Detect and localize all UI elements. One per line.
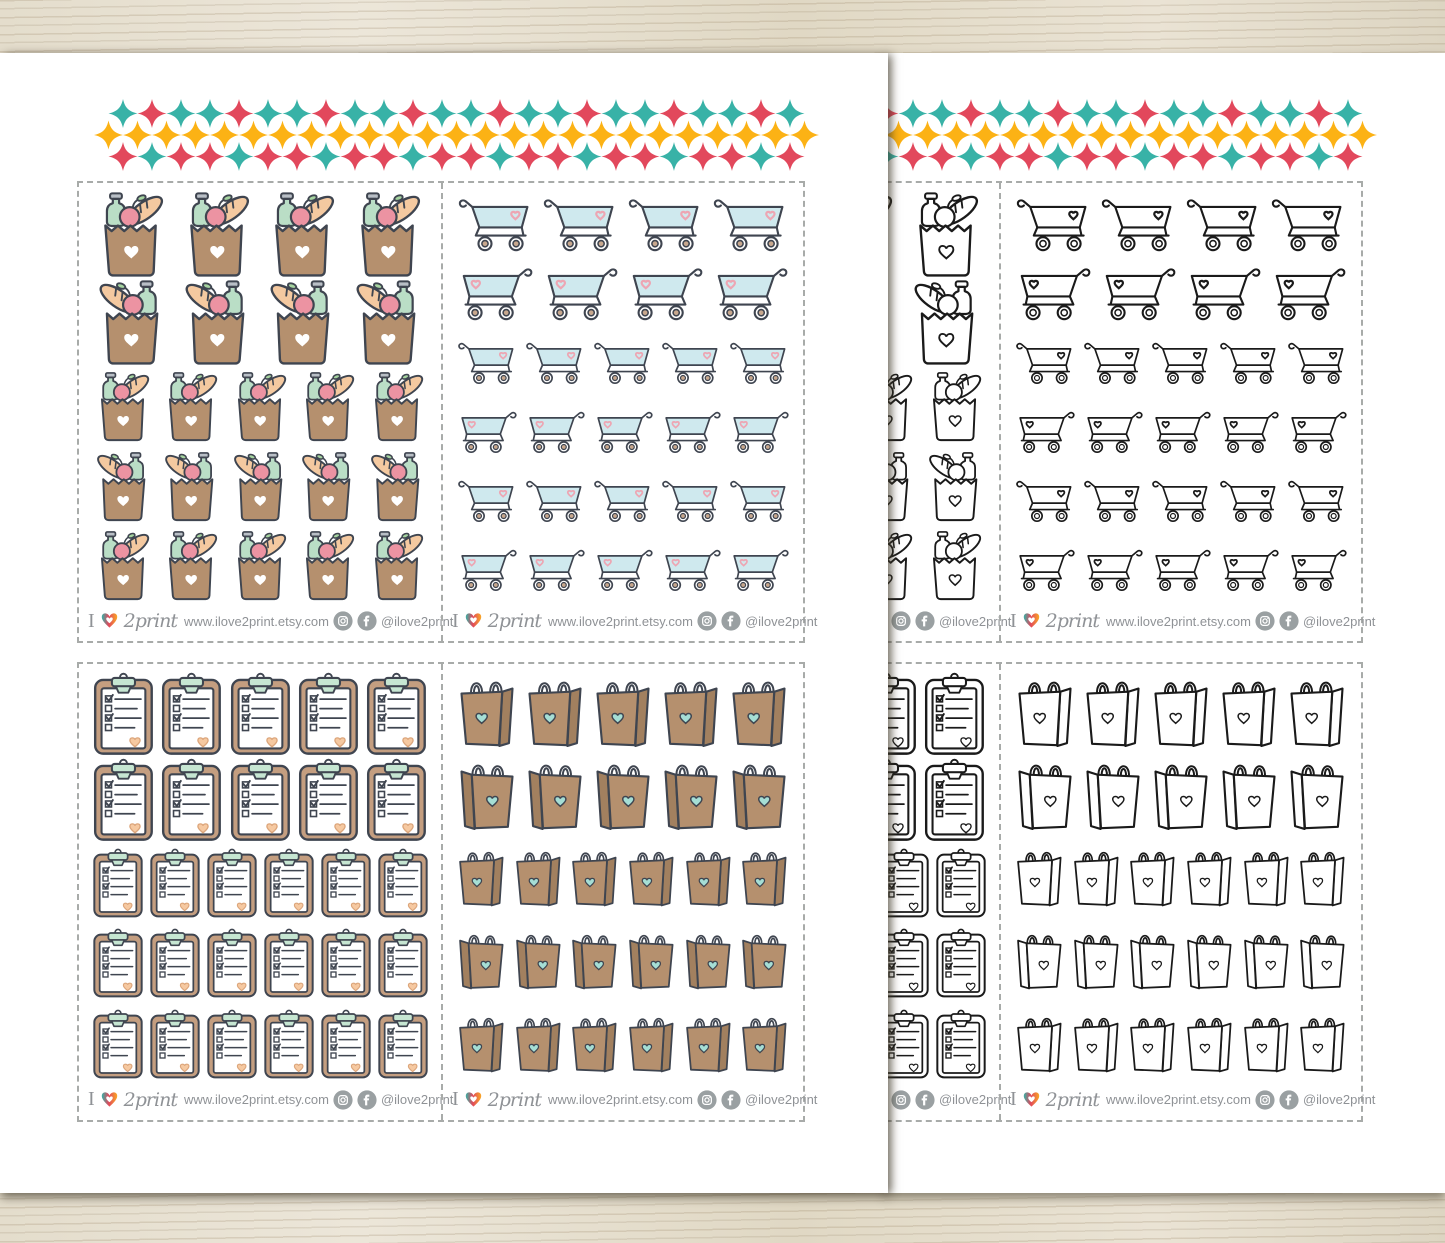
clipboard-icon [921, 672, 988, 758]
clipboard-icon [261, 928, 317, 1000]
clipboard-icon [90, 928, 146, 1000]
shopping-bag-icon [1068, 929, 1125, 993]
shopping-bag-icon [453, 1012, 510, 1076]
shopping-cart-icon [660, 548, 723, 594]
shopping-bag-icon [1124, 846, 1181, 910]
sticker-row [449, 329, 797, 398]
etsy-url: www.ilove2print.etsy.com [547, 613, 693, 629]
shopping-bag-icon [453, 757, 521, 835]
shopping-bag-icon [680, 846, 737, 910]
logo-script: 2print [1045, 610, 1099, 633]
grocery-bag-icon [365, 371, 429, 443]
shopping-cart-icon [456, 548, 519, 594]
shopping-bag-icon [736, 846, 793, 910]
social-handle: @ilove2print [1302, 613, 1376, 629]
shopping-cart-icon [711, 197, 790, 255]
quadrant-shopping-carts [999, 183, 1376, 641]
clipboard-icon [147, 1009, 203, 1081]
shopping-cart-icon [541, 197, 620, 255]
grocery-bag-icon [884, 371, 919, 443]
quadrant-footer [884, 1085, 1012, 1115]
instagram-icon [1255, 611, 1275, 631]
cut-line-box-top [884, 181, 1376, 643]
grocery-bag-icon [91, 371, 155, 443]
shopping-cart-icon [1218, 410, 1281, 456]
clipboard-icon [884, 758, 920, 844]
quadrant-footer [884, 606, 1012, 636]
shopping-bag-icon [1215, 757, 1283, 835]
quadrant-shopping-carts [441, 183, 818, 641]
shopping-bag-icon [1147, 757, 1215, 835]
grocery-bag-icon [923, 530, 987, 602]
shopping-cart-icon [728, 410, 791, 456]
sticker-row [1007, 468, 1355, 537]
social-handle: @ilove2print [938, 613, 1012, 629]
facebook-icon [915, 1090, 935, 1110]
shopping-bag-icon [589, 757, 657, 835]
shopping-bag-icon [1181, 846, 1238, 910]
quadrant-grocery-bags [884, 183, 1012, 641]
sticker-row [884, 924, 993, 1004]
shopping-cart-icon [1218, 479, 1281, 525]
sticker-row [884, 191, 993, 279]
shopping-cart-icon [728, 479, 791, 525]
grocery-bag-icon [228, 451, 292, 523]
clipboard-icon [363, 672, 430, 758]
shopping-cart-icon [626, 266, 705, 324]
shopping-cart-icon [456, 197, 535, 255]
shopping-cart-icon [456, 266, 535, 324]
sticker-row [85, 924, 435, 1004]
shopping-cart-icon [524, 479, 587, 525]
shopping-cart-icon [1150, 410, 1213, 456]
facebook-icon [357, 1090, 377, 1110]
shopping-bag-icon [680, 1012, 737, 1076]
grocery-bag-icon [92, 191, 171, 279]
shopping-cart-icon [1014, 341, 1077, 387]
sticker-row [1007, 260, 1355, 329]
shopping-cart-icon [1014, 266, 1093, 324]
shopping-cart-icon [592, 548, 655, 594]
heart-logo-icon [1022, 1091, 1041, 1109]
shopping-cart-icon [1269, 197, 1348, 255]
sticker-row [1007, 755, 1355, 838]
clipboard-icon [90, 1009, 146, 1081]
shopping-cart-icon [524, 548, 587, 594]
grocery-bag-icon [228, 371, 292, 443]
shopping-cart-icon [711, 266, 790, 324]
grocery-bag-icon [92, 279, 171, 367]
shopping-bag-icon [1181, 1012, 1238, 1076]
sticker-row [85, 844, 435, 924]
social-handle: @ilove2print [380, 1092, 454, 1108]
shopping-bag-icon [1011, 846, 1068, 910]
shopping-cart-icon [1150, 341, 1213, 387]
logo-letter: I [88, 609, 95, 632]
social-handle: @ilove2print [380, 613, 454, 629]
social-handle: @ilove2print [938, 1092, 1012, 1108]
instagram-icon [333, 1090, 353, 1110]
shopping-cart-icon [1184, 266, 1263, 324]
quadrant-clipboards [884, 664, 1012, 1120]
instagram-icon [697, 1090, 717, 1110]
clipboard-icon [295, 672, 362, 758]
shopping-bag-icon [725, 757, 793, 835]
grocery-bag-icon [178, 191, 257, 279]
sticker-row [85, 1005, 435, 1085]
logo-letter: I [88, 1088, 95, 1111]
clipboard-icon [318, 848, 374, 920]
shopping-cart-icon [660, 341, 723, 387]
shopping-bag-icon [736, 929, 793, 993]
grocery-bag-icon [263, 279, 342, 367]
sticker-row [449, 837, 797, 920]
instagram-icon [891, 1090, 911, 1110]
shopping-bag-icon [1124, 1012, 1181, 1076]
shopping-bag-icon [1238, 1012, 1295, 1076]
sticker-row [1007, 837, 1355, 920]
clipboard-icon [375, 848, 431, 920]
sticker-row [1007, 399, 1355, 468]
clipboard-icon [261, 1009, 317, 1081]
clipboard-icon [933, 928, 989, 1000]
quadrant-shopping-bags [441, 664, 818, 1120]
clipboard-icon [204, 1009, 260, 1081]
shopping-bag-icon [1079, 674, 1147, 752]
sticker-row [884, 1005, 993, 1085]
shopping-bag-icon [1011, 929, 1068, 993]
sticker-row [449, 920, 797, 1003]
grocery-bag-icon [349, 279, 428, 367]
logo-letter: I [452, 609, 459, 632]
clipboard-icon [884, 1009, 932, 1081]
sticker-row [449, 537, 797, 606]
grocery-bag-icon [365, 451, 429, 523]
grocery-bag-icon [907, 279, 986, 367]
clipboard-icon [375, 1009, 431, 1081]
shopping-cart-icon [1014, 479, 1077, 525]
clipboard-icon [204, 848, 260, 920]
grocery-bag-icon [159, 530, 223, 602]
sticker-row [1007, 920, 1355, 1003]
grocery-bag-icon [923, 371, 987, 443]
logo-script: 2print [123, 1088, 177, 1111]
shopping-bag-icon [1294, 1012, 1351, 1076]
sheet-content-outline [884, 53, 1445, 1193]
shopping-bag-icon [453, 674, 521, 752]
shopping-bag-icon [510, 846, 567, 910]
grocery-bag-icon [91, 530, 155, 602]
facebook-icon [1279, 611, 1299, 631]
shopping-cart-icon [1286, 479, 1349, 525]
heart-logo-icon [1022, 612, 1041, 630]
clipboard-icon [204, 928, 260, 1000]
shopping-bag-icon [566, 1012, 623, 1076]
sticker-row [1007, 191, 1355, 260]
shopping-cart-icon [728, 548, 791, 594]
shopping-cart-icon [660, 479, 723, 525]
grocery-bag-icon [263, 191, 342, 279]
sticker-row [85, 758, 435, 844]
sticker-row [884, 447, 993, 527]
cut-line-box-bottom [884, 662, 1376, 1122]
shopping-bag-icon [680, 929, 737, 993]
shopping-cart-icon [1014, 410, 1077, 456]
social-handle: @ilove2print [1302, 1092, 1376, 1108]
logo-script: 2print [1045, 1088, 1099, 1111]
shopping-bag-icon [1011, 674, 1079, 752]
grocery-bag-icon [91, 451, 155, 523]
shopping-bag-icon [1238, 929, 1295, 993]
shopping-cart-icon [1218, 548, 1281, 594]
sticker-row [85, 279, 435, 367]
shopping-bag-icon [510, 1012, 567, 1076]
shopping-cart-icon [592, 341, 655, 387]
clipboard-icon [884, 848, 932, 920]
logo-script: 2print [487, 610, 541, 633]
clipboard-icon [90, 672, 157, 758]
shopping-cart-icon [1014, 197, 1093, 255]
etsy-url: www.ilove2print.etsy.com [183, 613, 329, 629]
sticker-row [85, 672, 435, 758]
clipboard-icon [158, 758, 225, 844]
quadrant-footer [449, 1085, 818, 1115]
sticker-row [884, 758, 993, 844]
shopping-cart-icon [1150, 479, 1213, 525]
instagram-icon [333, 611, 353, 631]
shopping-cart-icon [1184, 197, 1263, 255]
shopping-cart-icon [1286, 548, 1349, 594]
clipboard-icon [884, 928, 932, 1000]
shopping-bag-icon [1124, 929, 1181, 993]
clipboard-icon [318, 928, 374, 1000]
sticker-row [85, 191, 435, 279]
logo-letter: I [1010, 609, 1017, 632]
quadrant-footer [1007, 1085, 1376, 1115]
quadrant-footer [449, 606, 818, 636]
shopping-cart-icon [728, 341, 791, 387]
shopping-cart-icon [592, 410, 655, 456]
cut-line-box-top [77, 181, 818, 643]
clipboard-icon [363, 758, 430, 844]
sticker-row [449, 672, 797, 755]
shopping-cart-icon [1082, 479, 1145, 525]
quadrant-footer [85, 1085, 454, 1115]
heart-logo-icon [100, 612, 119, 630]
instagram-icon [1255, 1090, 1275, 1110]
clipboard-icon [933, 848, 989, 920]
shopping-cart-icon [1082, 548, 1145, 594]
shopping-cart-icon [1218, 341, 1281, 387]
sticker-row [449, 468, 797, 537]
shopping-bag-icon [1068, 846, 1125, 910]
shopping-bag-icon [521, 674, 589, 752]
shopping-cart-icon [1082, 341, 1145, 387]
shopping-bag-icon [1079, 757, 1147, 835]
etsy-url: www.ilove2print.etsy.com [1105, 1092, 1251, 1108]
grocery-bag-icon [365, 530, 429, 602]
quadrant-footer [1007, 606, 1376, 636]
shopping-bag-icon [1294, 846, 1351, 910]
shopping-bag-icon [736, 1012, 793, 1076]
sticker-row [449, 399, 797, 468]
quadrant-shopping-bags [999, 664, 1376, 1120]
clipboard-icon [227, 672, 294, 758]
clipboard-icon [375, 928, 431, 1000]
diamond-border-washi [884, 99, 1378, 171]
quadrant-grocery-bags [79, 183, 454, 641]
grocery-bag-icon [884, 530, 919, 602]
shopping-cart-icon [524, 341, 587, 387]
shopping-cart-icon [660, 410, 723, 456]
shopping-bag-icon [1011, 1012, 1068, 1076]
sticker-row [449, 1002, 797, 1085]
heart-logo-icon [464, 1091, 483, 1109]
shopping-bag-icon [521, 757, 589, 835]
grocery-bag-icon [349, 191, 428, 279]
shopping-bag-icon [1068, 1012, 1125, 1076]
facebook-icon [1279, 1090, 1299, 1110]
clipboard-icon [90, 848, 146, 920]
sticker-row [449, 191, 797, 260]
sticker-row [884, 367, 993, 447]
etsy-url: www.ilove2print.etsy.com [183, 1092, 329, 1108]
shopping-cart-icon [456, 341, 519, 387]
clipboard-icon [147, 848, 203, 920]
clipboard-icon [921, 758, 988, 844]
shopping-cart-icon [1099, 197, 1178, 255]
sticker-row [85, 367, 435, 447]
shopping-cart-icon [456, 479, 519, 525]
etsy-url: www.ilove2print.etsy.com [1105, 613, 1251, 629]
clipboard-icon [90, 758, 157, 844]
shopping-bag-icon [657, 674, 725, 752]
sticker-row [1007, 329, 1355, 398]
grocery-bag-icon [907, 191, 986, 279]
grocery-bag-icon [296, 371, 360, 443]
sticker-row [884, 672, 993, 758]
sticker-row [85, 526, 435, 606]
cut-line-box-bottom [77, 662, 818, 1122]
shopping-bag-icon [1283, 674, 1351, 752]
instagram-icon [891, 611, 911, 631]
shopping-cart-icon [456, 410, 519, 456]
shopping-bag-icon [566, 929, 623, 993]
clipboard-icon [261, 848, 317, 920]
sticker-row [1007, 672, 1355, 755]
clipboard-icon [884, 672, 920, 758]
sticker-row [1007, 537, 1355, 606]
facebook-icon [915, 611, 935, 631]
sticker-sheet-color [0, 53, 888, 1193]
sticker-row [884, 279, 993, 367]
facebook-icon [357, 611, 377, 631]
heart-logo-icon [100, 1091, 119, 1109]
sticker-row [884, 526, 993, 606]
sticker-row [85, 447, 435, 527]
shopping-bag-icon [453, 929, 510, 993]
quadrant-clipboards [79, 664, 454, 1120]
quadrant-footer [85, 606, 454, 636]
shopping-bag-icon [1215, 674, 1283, 752]
etsy-url: www.ilove2print.etsy.com [547, 1092, 693, 1108]
clipboard-icon [295, 758, 362, 844]
shopping-bag-icon [725, 674, 793, 752]
sticker-row [1007, 1002, 1355, 1085]
shopping-cart-icon [626, 197, 705, 255]
facebook-icon [721, 611, 741, 631]
diamond-border-washi [94, 99, 820, 171]
clipboard-icon [227, 758, 294, 844]
shopping-cart-icon [1269, 266, 1348, 324]
sticker-row [884, 844, 993, 924]
shopping-bag-icon [623, 1012, 680, 1076]
sheet-content-color [0, 53, 888, 1193]
grocery-bag-icon [159, 451, 223, 523]
shopping-bag-icon [1294, 929, 1351, 993]
grocery-bag-icon [923, 451, 987, 523]
shopping-bag-icon [510, 929, 567, 993]
facebook-icon [721, 1090, 741, 1110]
shopping-cart-icon [1082, 410, 1145, 456]
shopping-cart-icon [1150, 548, 1213, 594]
shopping-bag-icon [566, 846, 623, 910]
shopping-bag-icon [1238, 846, 1295, 910]
social-handle: @ilove2print [744, 613, 818, 629]
shopping-cart-icon [1099, 266, 1178, 324]
heart-logo-icon [464, 612, 483, 630]
sticker-row [449, 755, 797, 838]
clipboard-icon [933, 1009, 989, 1081]
shopping-bag-icon [453, 846, 510, 910]
social-handle: @ilove2print [744, 1092, 818, 1108]
clipboard-icon [318, 1009, 374, 1081]
logo-letter: I [1010, 1088, 1017, 1111]
logo-script: 2print [123, 610, 177, 633]
clipboard-icon [158, 672, 225, 758]
logo-script: 2print [487, 1088, 541, 1111]
logo-letter: I [452, 1088, 459, 1111]
grocery-bag-icon [178, 279, 257, 367]
shopping-bag-icon [1283, 757, 1351, 835]
sticker-row [449, 260, 797, 329]
grocery-bag-icon [159, 371, 223, 443]
grocery-bag-icon [228, 530, 292, 602]
shopping-cart-icon [1014, 548, 1077, 594]
clipboard-icon [147, 928, 203, 1000]
grocery-bag-icon [884, 451, 919, 523]
instagram-icon [697, 611, 717, 631]
shopping-cart-icon [541, 266, 620, 324]
shopping-cart-icon [524, 410, 587, 456]
shopping-cart-icon [1286, 341, 1349, 387]
shopping-bag-icon [589, 674, 657, 752]
sticker-sheet-outline [884, 53, 1445, 1193]
shopping-cart-icon [1286, 410, 1349, 456]
shopping-bag-icon [657, 757, 725, 835]
grocery-bag-icon [296, 530, 360, 602]
shopping-bag-icon [1181, 929, 1238, 993]
grocery-bag-icon [296, 451, 360, 523]
shopping-cart-icon [592, 479, 655, 525]
shopping-bag-icon [623, 929, 680, 993]
shopping-bag-icon [1147, 674, 1215, 752]
shopping-bag-icon [1011, 757, 1079, 835]
shopping-bag-icon [623, 846, 680, 910]
